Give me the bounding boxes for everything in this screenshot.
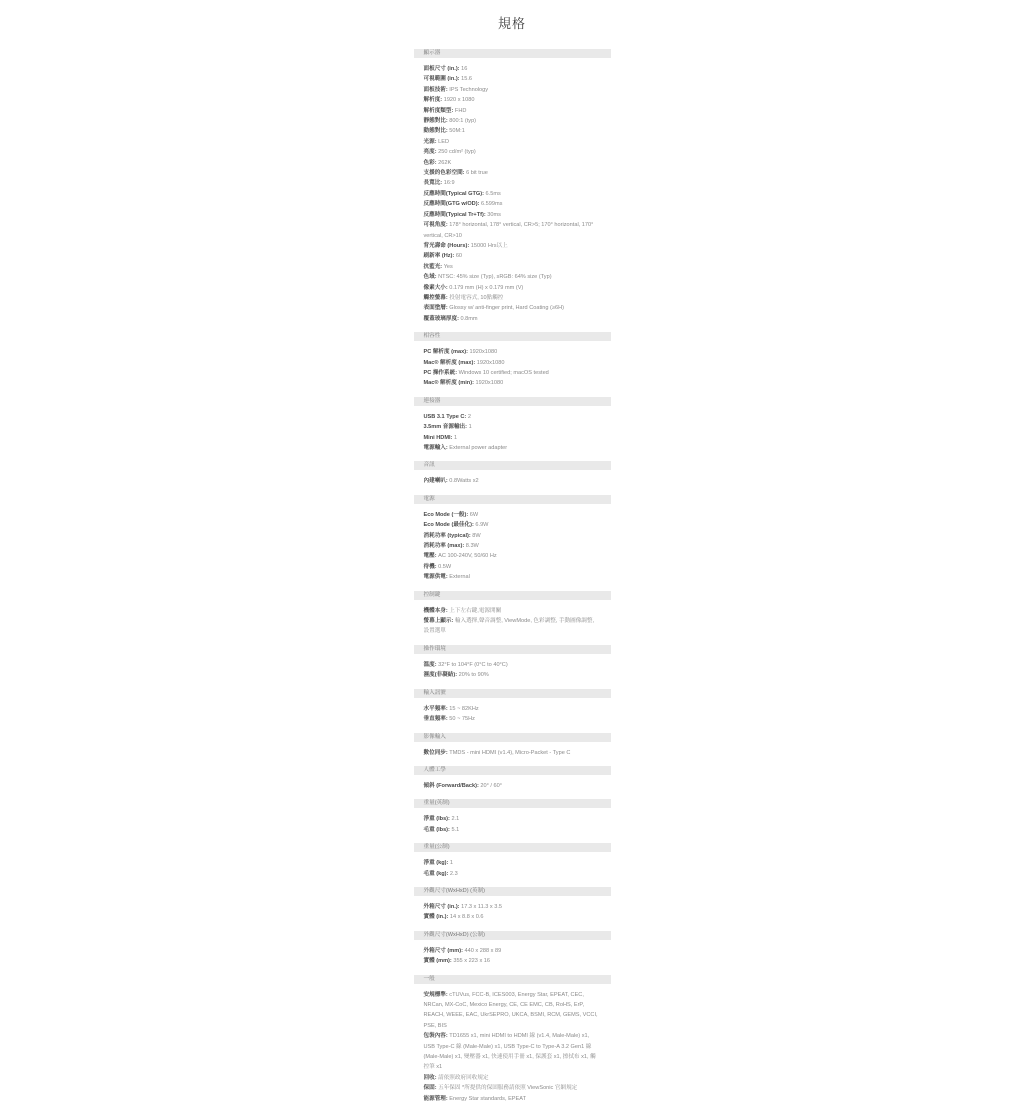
spec-row <box>424 1073 601 1083</box>
spec-label: 消耗功率 (typical): <box>423 532 471 539</box>
section-rows <box>414 410 611 456</box>
spec-value: Glossy w/ anti-finger print, Hard Coating (≥6H) <box>447 305 564 312</box>
section-rows <box>414 345 611 391</box>
spec-label: PC 操作系統: <box>423 369 458 376</box>
spec-label: 溫度: <box>423 661 437 668</box>
spec-row <box>424 422 601 432</box>
spec-row <box>424 520 601 530</box>
section-header: 一般 <box>414 975 611 984</box>
spec-section <box>414 689 611 727</box>
spec-label: 亮度: <box>423 149 437 156</box>
spec-value: 14 x 8.8 x 0.6 <box>448 914 484 921</box>
spec-label: 色域: <box>423 274 437 281</box>
spec-value: TD1655 x1, mini HDMI to HDMI 線 (v1.4, Male-Male) x1, USB Type-C 線 (Male-Male) x1, USB Type-C to Type-A 3.2 Gen1 線 (Male-Male) x1, 變壓器 x1, 快速使用手冊 x1, 保護套 x1, 擦拭布 x1, 觸控筆 x1 <box>423 1033 596 1071</box>
spec-value: 800:1 (typ) <box>447 118 477 125</box>
spec-label: 3.5mm 音源輸出: <box>423 424 468 431</box>
spec-row <box>424 704 601 714</box>
spec-row <box>424 956 601 966</box>
spec-label: 待機: <box>423 563 437 570</box>
spec-section <box>414 49 611 326</box>
spec-value: 262K <box>436 159 452 166</box>
spec-value: 上下左右鍵,電源開關 <box>447 607 502 614</box>
spec-value: 1920x1080 <box>473 380 504 387</box>
spec-row <box>424 293 601 303</box>
spec-section <box>414 645 611 683</box>
spec-value: 32°F to 104°F (0°C to 40°C) <box>436 661 508 668</box>
spec-row <box>424 670 601 680</box>
spec-label: 外箱尺寸 (mm): <box>423 947 463 954</box>
spec-value: External power adapter <box>447 445 508 451</box>
section-header: 電源 <box>414 495 611 504</box>
spec-value: 2 <box>466 413 471 420</box>
spec-row <box>424 147 601 157</box>
spec-label: Mini HDMI: <box>423 434 453 441</box>
section-rows <box>414 604 611 639</box>
spec-label: 動態對比: <box>423 128 448 135</box>
spec-section <box>414 843 611 881</box>
spec-label: 淨重 (kg): <box>423 860 449 867</box>
spec-label: 垂直頻率: <box>423 716 448 723</box>
spec-row <box>424 64 601 74</box>
spec-label: 螢幕上顯示: <box>423 618 454 625</box>
spec-row <box>424 825 601 835</box>
spec-label: 覆蓋玻璃厚度: <box>423 315 459 322</box>
section-header: 外觀尺寸(WxHxD) (公制) <box>414 931 611 940</box>
spec-label: 消耗功率 (max): <box>423 543 465 550</box>
section-header: 影像輸入 <box>414 733 611 742</box>
page-title: 規格 <box>497 16 526 31</box>
spec-label: 回收: <box>423 1074 437 1081</box>
spec-label: 像素大小: <box>423 284 448 291</box>
spec-label: 電壓: <box>423 553 437 560</box>
spec-row <box>424 210 601 220</box>
section-header: 連接器 <box>414 397 611 406</box>
spec-value: FHD <box>453 107 467 114</box>
spec-section <box>414 461 611 488</box>
spec-label: 濕度(非凝結): <box>423 672 458 679</box>
spec-value: 440 x 288 x 89 <box>462 947 502 954</box>
spec-value: 8.3W <box>464 543 479 550</box>
spec-row <box>424 126 601 136</box>
spec-row <box>424 990 601 1032</box>
spec-row <box>424 1031 601 1073</box>
spec-label: 支援的色彩空間: <box>423 170 465 177</box>
spec-row <box>424 74 601 84</box>
section-rows <box>414 474 611 488</box>
spec-value: 50 ~ 75Hz <box>447 716 475 723</box>
spec-value: 0.8mm <box>458 315 478 322</box>
spec-label: 包裝內容: <box>423 1033 448 1040</box>
spec-label: 電源供電: <box>423 574 448 581</box>
spec-row <box>424 433 601 443</box>
spec-value: 投射電容式, 10點觸控 <box>447 294 504 301</box>
spec-row <box>424 368 601 378</box>
spec-value: 8W <box>470 532 481 539</box>
spec-label: 靜態對比: <box>423 118 448 125</box>
section-rows <box>414 658 611 683</box>
spec-label: 保固: <box>423 1085 437 1092</box>
spec-row <box>424 95 601 105</box>
section-header: 輸入訊號 <box>414 689 611 698</box>
spec-row <box>424 358 601 368</box>
spec-value: External <box>447 574 470 581</box>
spec-row <box>424 178 601 188</box>
spec-row <box>424 272 601 282</box>
spec-value: Energy Star standards, EPEAT <box>447 1095 526 1102</box>
spec-section <box>414 975 611 1106</box>
section-rows <box>414 900 611 925</box>
spec-row <box>424 946 601 956</box>
spec-label: 反應時間(GTG w/OD): <box>423 201 480 208</box>
spec-label: 刷新率 (Hz): <box>423 253 455 260</box>
section-header: 操作環境 <box>414 645 611 654</box>
spec-row <box>424 137 601 147</box>
spec-label: 傾斜 (Forward/Back): <box>423 782 479 789</box>
spec-label: 毛重 (kg): <box>423 870 449 877</box>
spec-row <box>424 251 601 261</box>
spec-label: Mac® 解析度 (min): <box>423 380 474 387</box>
spec-value: 5.1 <box>449 826 460 833</box>
section-header: 控制鍵 <box>414 591 611 600</box>
spec-row <box>424 814 601 824</box>
spec-row <box>424 476 601 486</box>
spec-section <box>414 931 611 969</box>
section-header: 人體工學 <box>414 766 611 775</box>
spec-row <box>424 912 601 922</box>
spec-label: 毛重 (lbs): <box>423 826 450 833</box>
section-rows <box>414 944 611 969</box>
spec-row <box>424 606 601 616</box>
spec-value: 6.599ms <box>479 201 503 208</box>
spec-value: 0.8Watts x2 <box>447 478 479 485</box>
section-header: 相容性 <box>414 332 611 341</box>
spec-row <box>424 303 601 313</box>
spec-row <box>424 189 601 199</box>
spec-label: PC 解析度 (max): <box>423 349 468 356</box>
spec-row <box>424 781 601 791</box>
spec-label: 水平頻率: <box>423 705 448 712</box>
spec-value: 1 <box>467 424 472 431</box>
spec-value: 20% to 90% <box>457 672 489 679</box>
section-rows <box>414 812 611 837</box>
spec-label: 可視範圍 (in.): <box>423 76 460 83</box>
spec-value: 0.179 mm (H) x 0.179 mm (V) <box>447 284 524 291</box>
spec-row <box>424 510 601 520</box>
spec-value: 6 bit true <box>464 170 488 177</box>
spec-label: 抗藍光: <box>423 263 443 270</box>
spec-label: 電源輸入: <box>423 445 448 451</box>
spec-label: 淨重 (lbs): <box>423 816 450 823</box>
spec-row <box>424 541 601 551</box>
spec-section <box>414 591 611 639</box>
spec-value: NTSC: 45% size (Typ), sRGB: 64% size (Typ) <box>436 274 552 281</box>
spec-row <box>424 412 601 422</box>
section-rows <box>414 62 611 326</box>
spec-label: 反應時間(Typical GTG): <box>423 190 484 197</box>
section-header: 重量(英制) <box>414 799 611 808</box>
spec-row <box>424 660 601 670</box>
spec-row <box>424 1094 601 1104</box>
spec-section <box>414 733 611 760</box>
spec-label: 機體本身: <box>423 607 448 614</box>
spec-label: 面板技術: <box>423 86 448 93</box>
spec-row <box>424 199 601 209</box>
spec-value: 355 x 223 x 16 <box>451 958 491 965</box>
spec-label: 色彩: <box>423 159 437 166</box>
spec-row <box>424 168 601 178</box>
spec-label: 數位同步: <box>423 749 448 756</box>
spec-label: 解析度類型: <box>423 107 454 114</box>
spec-label: 面板尺寸 (in.): <box>423 66 460 72</box>
section-rows <box>414 988 611 1106</box>
spec-row <box>424 116 601 126</box>
section-header: 顯示器 <box>414 49 611 58</box>
spec-label: 安規標準: <box>423 991 448 998</box>
spec-value: 50M:1 <box>447 128 465 135</box>
spec-value: cTUVus, FCC-B, ICES003, Energy Star, EPEAT, CEC, NRCan, MX-CoC, Mexico Energy, CE, CE EMC, CB, RoHS, ErP, REACH, WEEE, EAC, UkrSEPRO, UKCA, BSMI, RCM, GEMS, VCCI, PSE, BIS <box>423 991 598 1029</box>
section-header: 外觀尺寸(WxHxD) (英制) <box>414 887 611 896</box>
spec-value: 15 ~ 82KHz <box>447 705 479 712</box>
spec-value: 20° / 60° <box>478 782 502 789</box>
spec-section <box>414 887 611 925</box>
spec-value: 請依照政府回收規定 <box>436 1074 489 1081</box>
spec-row <box>424 572 601 582</box>
spec-value: 15000 Hrs以上 <box>469 242 508 249</box>
spec-label: 背光壽命 (Hours): <box>423 242 470 249</box>
spec-row <box>424 262 601 272</box>
spec-row <box>424 106 601 116</box>
spec-label: 可視角度: <box>423 222 448 229</box>
spec-value: 6.5ms <box>484 190 501 197</box>
spec-row <box>424 714 601 724</box>
spec-section <box>414 766 611 793</box>
spec-value: 250 cd/m² (typ) <box>436 149 476 156</box>
spec-label: 長寬比: <box>423 180 443 187</box>
section-rows <box>414 779 611 793</box>
spec-value: 1 <box>448 860 454 867</box>
spec-value: Windows 10 certified; macOS tested <box>457 369 549 376</box>
spec-value: 五年保固 *所提供的保固服務請依照 ViewSonic 官網規定 <box>436 1085 578 1092</box>
spec-value: LED <box>436 138 449 145</box>
section-rows <box>414 508 611 585</box>
spec-value: AC 100-240V, 50/60 Hz <box>436 553 497 560</box>
spec-label: Mac® 解析度 (max): <box>423 359 476 366</box>
spec-value: 60 <box>454 253 463 260</box>
spec-row <box>424 241 601 251</box>
spec-label: 表面塗層: <box>423 305 448 312</box>
spec-value: 輸入選擇,聲音調整, ViewMode, 色彩調整, 手動圖像調整, 設置選單 <box>423 618 595 635</box>
spec-value: TMDS - mini HDMI (v1.4), Micro-Packet - Type C <box>447 749 571 756</box>
spec-row <box>424 858 601 868</box>
spec-value: 1920x1080 <box>475 359 505 366</box>
spec-value: IPS Technology <box>447 86 489 93</box>
spec-value: 17.3 x 11.3 x 3.5 <box>459 903 503 910</box>
spec-value: 2.3 <box>448 870 458 877</box>
spec-label: 內建喇叭: <box>423 478 448 485</box>
spec-label: USB 3.1 Type C: <box>423 413 467 420</box>
spec-label: 反應時間(Typical Tr+Tf): <box>423 211 486 218</box>
spec-row <box>424 85 601 95</box>
spec-label: 光源: <box>423 138 437 145</box>
section-header: 重量(公制) <box>414 843 611 852</box>
spec-label: 實體 (mm): <box>423 958 452 965</box>
spec-value: 0.5W <box>436 563 452 570</box>
section-header: 音訊 <box>414 461 611 470</box>
spec-label: 外箱尺寸 (in.): <box>423 903 460 910</box>
spec-label: Eco Mode (一般): <box>423 511 469 518</box>
section-rows <box>414 746 611 760</box>
spec-row <box>424 378 601 388</box>
spec-value: 16 <box>459 66 468 72</box>
spec-value: 15.6 <box>459 76 472 83</box>
spec-value: 6W <box>468 511 479 518</box>
spec-row <box>424 531 601 541</box>
spec-row <box>424 220 601 241</box>
spec-row <box>424 616 601 637</box>
spec-row <box>424 902 601 912</box>
spec-section <box>414 332 611 391</box>
section-rows <box>414 856 611 881</box>
spec-row <box>424 443 601 453</box>
spec-label: 解析度: <box>423 97 443 104</box>
spec-column <box>414 49 611 1106</box>
spec-value: 16:9 <box>442 180 455 187</box>
spec-section <box>414 397 611 456</box>
section-rows <box>414 702 611 727</box>
spec-label: 實體 (in.): <box>423 914 449 921</box>
spec-row <box>424 748 601 758</box>
spec-section <box>414 799 611 837</box>
spec-value: 1920 x 1080 <box>442 97 475 104</box>
spec-value: 1920x1080 <box>467 349 498 356</box>
spec-row <box>424 158 601 168</box>
spec-label: 能源管理: <box>423 1095 448 1102</box>
spec-label: Eco Mode (最佳化): <box>423 522 474 529</box>
spec-row <box>424 314 601 324</box>
spec-value: 6.9W <box>473 522 489 529</box>
spec-value: 178° horizontal, 178° vertical, CR>5; 170° horizontal, 170° vertical, CR>10 <box>423 222 594 239</box>
spec-row <box>424 551 601 561</box>
spec-label: 觸控螢幕: <box>423 294 448 301</box>
spec-row <box>424 562 601 572</box>
spec-value: 30ms <box>485 211 501 218</box>
spec-value: 1 <box>452 434 458 441</box>
spec-row <box>424 283 601 293</box>
spec-value: 2.1 <box>449 816 460 823</box>
spec-row <box>424 869 601 879</box>
spec-row <box>424 347 601 357</box>
spec-value: Yes <box>442 263 453 270</box>
spec-section <box>414 495 611 585</box>
spec-row <box>424 1083 601 1093</box>
